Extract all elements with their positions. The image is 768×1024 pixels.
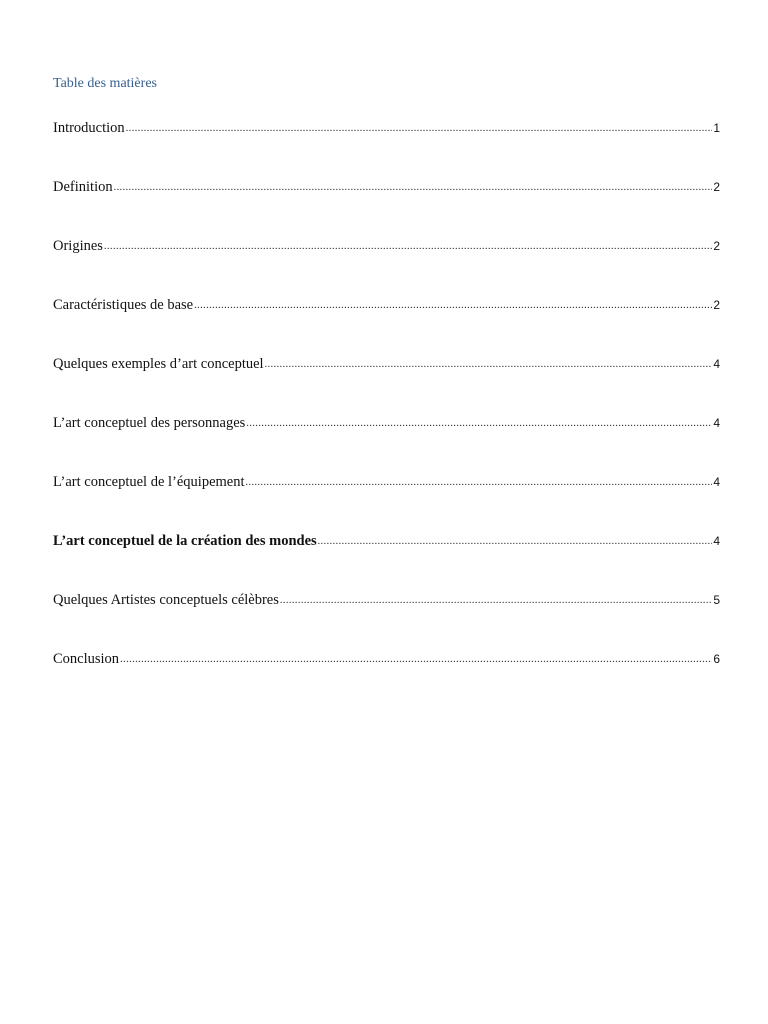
toc-entry-label: L’art conceptuel des personnages <box>53 415 246 431</box>
dot-leader <box>318 536 712 547</box>
toc-entry-label: Conclusion <box>53 651 120 667</box>
toc-entry-conclusion[interactable] <box>53 651 720 710</box>
dot-leader <box>114 182 712 193</box>
toc-entry-label: Introduction <box>53 120 125 136</box>
toc-entry-page-number: 5 <box>713 593 720 607</box>
toc-list <box>53 120 720 710</box>
toc-entry-origines[interactable] <box>53 238 720 297</box>
toc-entry-label: Caractéristiques de base <box>53 297 194 313</box>
toc-entry-page-number: 4 <box>713 357 720 371</box>
toc-entry-artistes[interactable] <box>53 592 720 651</box>
toc-entry-page-number: 2 <box>713 298 720 312</box>
toc-entry-label: Origines <box>53 238 103 254</box>
dot-leader <box>246 418 712 429</box>
toc-entry-page-number: 1 <box>713 121 720 135</box>
toc-entry-page-number: 2 <box>713 180 720 194</box>
toc-entry-page-number: 6 <box>713 652 720 666</box>
toc-entry-definition[interactable] <box>53 179 720 238</box>
dot-leader <box>104 241 712 252</box>
toc-entry-introduction[interactable] <box>53 120 720 179</box>
toc-title: Table des matières <box>53 76 157 91</box>
toc-entry-page-number: 2 <box>713 239 720 253</box>
toc-entry-label: L’art conceptuel de la création des mondes <box>53 533 317 549</box>
toc-entry-page-number: 4 <box>713 475 720 489</box>
toc-entry-equipement[interactable] <box>53 474 720 533</box>
toc-entry-caracteristiques[interactable] <box>53 297 720 356</box>
toc-entry-exemples[interactable] <box>53 356 720 415</box>
dot-leader <box>120 654 712 665</box>
dot-leader <box>246 477 712 488</box>
dot-leader <box>126 123 712 134</box>
dot-leader <box>265 359 712 370</box>
toc-entry-creation-des-mondes[interactable] <box>53 533 720 592</box>
dot-leader <box>280 595 712 606</box>
dot-leader <box>194 300 712 311</box>
toc-entry-page-number: 4 <box>713 416 720 430</box>
toc-entry-label: Quelques Artistes conceptuels célèbres <box>53 592 279 608</box>
toc-entry-label: Quelques exemples d’art conceptuel <box>53 356 264 372</box>
toc-entry-personnages[interactable] <box>53 415 720 474</box>
toc-entry-label: Definition <box>53 179 113 195</box>
toc-entry-label: L’art conceptuel de l’équipement <box>53 474 245 490</box>
toc-entry-page-number: 4 <box>713 534 720 548</box>
